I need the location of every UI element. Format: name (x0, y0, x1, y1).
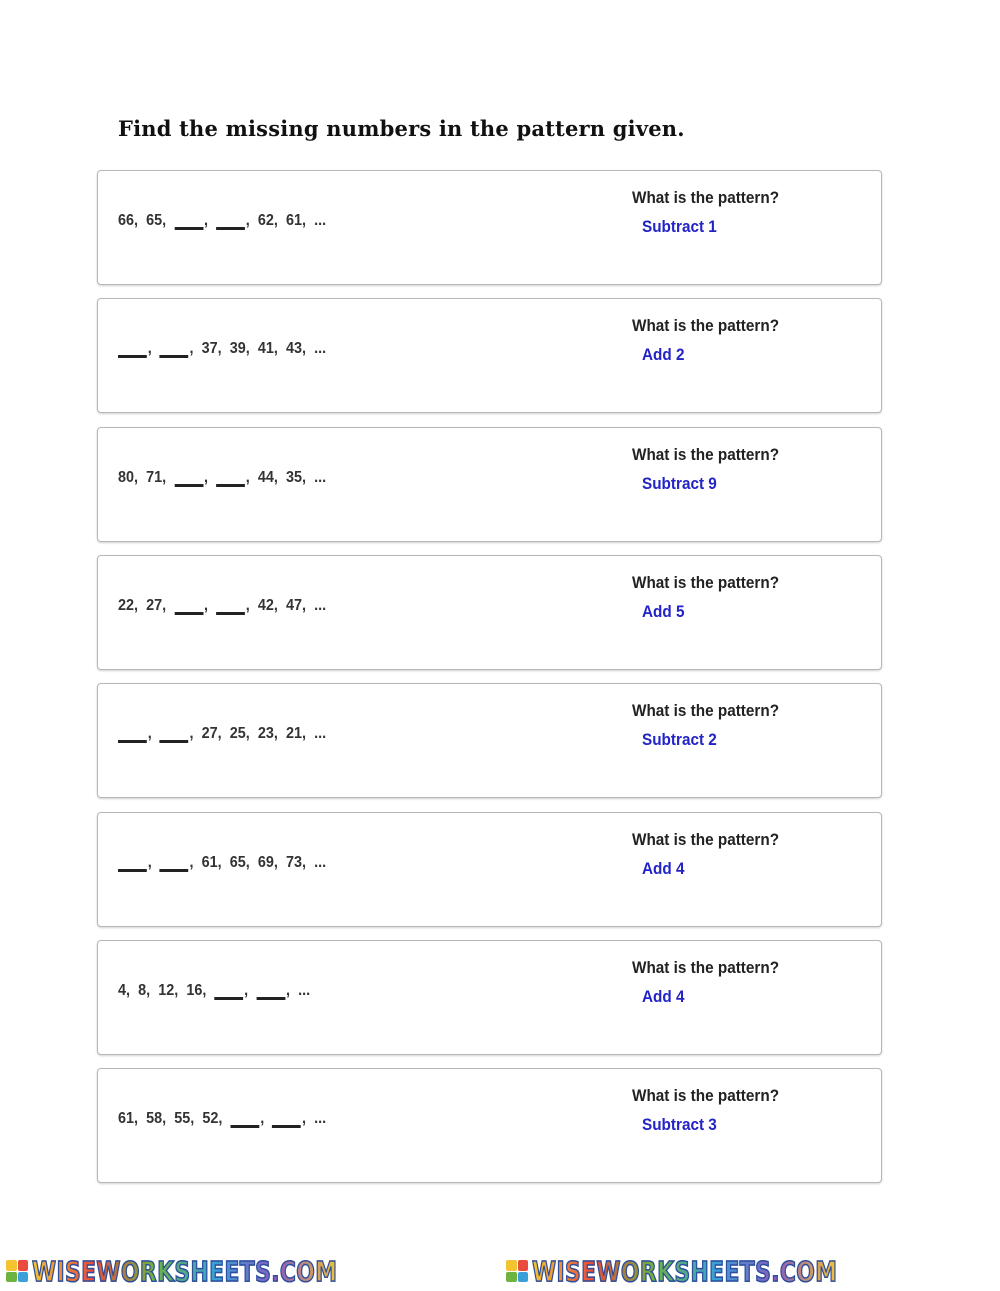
missing-number-blank[interactable] (160, 851, 194, 872)
blank-line (160, 337, 189, 358)
pattern-row (97, 940, 882, 1055)
pattern-question: What is the pattern? (632, 188, 780, 207)
pattern-row (97, 683, 882, 798)
missing-number-blank[interactable] (118, 722, 152, 743)
sequence-number: ... (314, 725, 327, 742)
comma: , (302, 1110, 307, 1127)
sequence-number: 21, (285, 725, 307, 742)
pattern-row (97, 170, 882, 285)
comma: , (285, 982, 290, 999)
sequence-number: ... (314, 340, 327, 357)
blank-line (118, 851, 147, 872)
sequence-number: 22, (118, 597, 139, 614)
comma: , (203, 212, 208, 229)
pattern-question: What is the pattern? (632, 1086, 780, 1105)
sequence-number: 65, (146, 212, 167, 229)
blank-line (216, 466, 245, 487)
sequence-number: 23, (257, 725, 278, 742)
number-sequence (118, 851, 334, 872)
sequence-number: 55, (174, 1110, 195, 1127)
pattern-question: What is the pattern? (632, 958, 780, 977)
number-sequence (118, 1107, 334, 1128)
sequence-number: 66, (118, 212, 139, 229)
pattern-answer: Subtract 2 (642, 730, 717, 749)
comma: , (189, 340, 194, 357)
number-sequence (118, 594, 334, 615)
number-sequence (118, 466, 334, 487)
comma: , (260, 1110, 265, 1127)
sequence-number: 8, (138, 982, 151, 999)
sequence-number: 61, (201, 854, 222, 871)
logo-icon (6, 1260, 28, 1282)
sequence-number: 47, (285, 597, 307, 614)
sequence-number: 27, (146, 597, 167, 614)
sequence-number: 25, (229, 725, 250, 742)
missing-number-blank[interactable] (118, 851, 152, 872)
footer-watermark (0, 1253, 1000, 1289)
missing-number-blank[interactable] (214, 979, 248, 1000)
sequence-number: 69, (257, 854, 278, 871)
sequence-number: 52, (202, 1110, 223, 1127)
sequence-number: 42, (257, 597, 278, 614)
comma: , (147, 854, 152, 871)
number-sequence (118, 337, 334, 358)
blank-line (216, 594, 245, 615)
sequence-number: 80, (118, 469, 139, 486)
blank-line (118, 337, 147, 358)
number-sequence (118, 979, 318, 1000)
sequence-number: 27, (201, 725, 222, 742)
number-sequence (118, 209, 334, 230)
comma: , (147, 725, 152, 742)
missing-number-blank[interactable] (160, 337, 194, 358)
sequence-number: 65, (229, 854, 250, 871)
sequence-number: 58, (146, 1110, 167, 1127)
pattern-answer: Add 4 (642, 987, 685, 1006)
watermark-text: WISEWORKSHEETS.COM (32, 1254, 338, 1288)
sequence-number: 61, (118, 1110, 139, 1127)
pattern-row (97, 1068, 882, 1183)
comma: , (189, 725, 194, 742)
logo-icon (506, 1260, 528, 1282)
sequence-number: 41, (257, 340, 278, 357)
comma: , (189, 854, 194, 871)
sequence-number: 16, (186, 982, 207, 999)
missing-number-blank[interactable] (216, 209, 250, 230)
missing-number-blank[interactable] (174, 466, 208, 487)
blank-line (160, 851, 189, 872)
pattern-answer: Add 2 (642, 345, 685, 364)
pattern-answer: Add 5 (642, 602, 685, 621)
sequence-number: 61, (285, 212, 307, 229)
missing-number-blank[interactable] (216, 594, 250, 615)
pattern-question: What is the pattern? (632, 445, 780, 464)
pattern-row (97, 812, 882, 927)
pattern-answer: Subtract 1 (642, 217, 717, 236)
missing-number-blank[interactable] (272, 1107, 306, 1128)
pattern-row (97, 298, 882, 413)
sequence-number: 4, (118, 982, 131, 999)
sequence-number: ... (314, 469, 327, 486)
missing-number-blank[interactable] (174, 594, 208, 615)
pattern-question: What is the pattern? (632, 316, 780, 335)
sequence-number: ... (314, 854, 327, 871)
blank-line (174, 466, 203, 487)
missing-number-blank[interactable] (174, 209, 208, 230)
sequence-number: 39, (229, 340, 250, 357)
comma: , (245, 212, 250, 229)
pattern-row (97, 427, 882, 542)
missing-number-blank[interactable] (160, 722, 194, 743)
comma: , (203, 469, 208, 486)
sequence-number: 37, (201, 340, 222, 357)
blank-line (231, 1107, 260, 1128)
blank-line (272, 1107, 301, 1128)
comma: , (245, 597, 250, 614)
sequence-number: 73, (285, 854, 307, 871)
sequence-number: 62, (257, 212, 278, 229)
sequence-number: ... (314, 212, 327, 229)
sequence-number: 71, (146, 469, 167, 486)
sequence-number: 43, (285, 340, 307, 357)
pattern-answer: Subtract 9 (642, 474, 717, 493)
sequence-number: 44, (257, 469, 278, 486)
sequence-number: ... (314, 1110, 327, 1127)
pattern-question: What is the pattern? (632, 701, 780, 720)
blank-line (216, 209, 245, 230)
brand-1 (0, 1255, 500, 1288)
missing-number-blank[interactable] (118, 337, 152, 358)
comma: , (245, 469, 250, 486)
pattern-answer: Add 4 (642, 859, 685, 878)
blank-line (214, 979, 243, 1000)
worksheet-title: Find the missing numbers in the pattern given. (118, 116, 685, 141)
missing-number-blank[interactable] (231, 1107, 265, 1128)
blank-line (118, 722, 147, 743)
comma: , (147, 340, 152, 357)
pattern-question: What is the pattern? (632, 830, 780, 849)
missing-number-blank[interactable] (216, 466, 250, 487)
sequence-number: 12, (158, 982, 179, 999)
pattern-answer: Subtract 3 (642, 1115, 717, 1134)
missing-number-blank[interactable] (256, 979, 290, 1000)
blank-line (174, 594, 203, 615)
comma: , (244, 982, 249, 999)
watermark-text: WISEWORKSHEETS.COM (532, 1254, 838, 1288)
comma: , (203, 597, 208, 614)
blank-line (174, 209, 203, 230)
sequence-number: ... (314, 597, 327, 614)
blank-line (256, 979, 285, 1000)
sequence-number: ... (298, 982, 311, 999)
number-sequence (118, 722, 334, 743)
pattern-row (97, 555, 882, 670)
sequence-number: 35, (285, 469, 307, 486)
pattern-question: What is the pattern? (632, 573, 780, 592)
blank-line (160, 722, 189, 743)
brand-2 (500, 1255, 1000, 1288)
